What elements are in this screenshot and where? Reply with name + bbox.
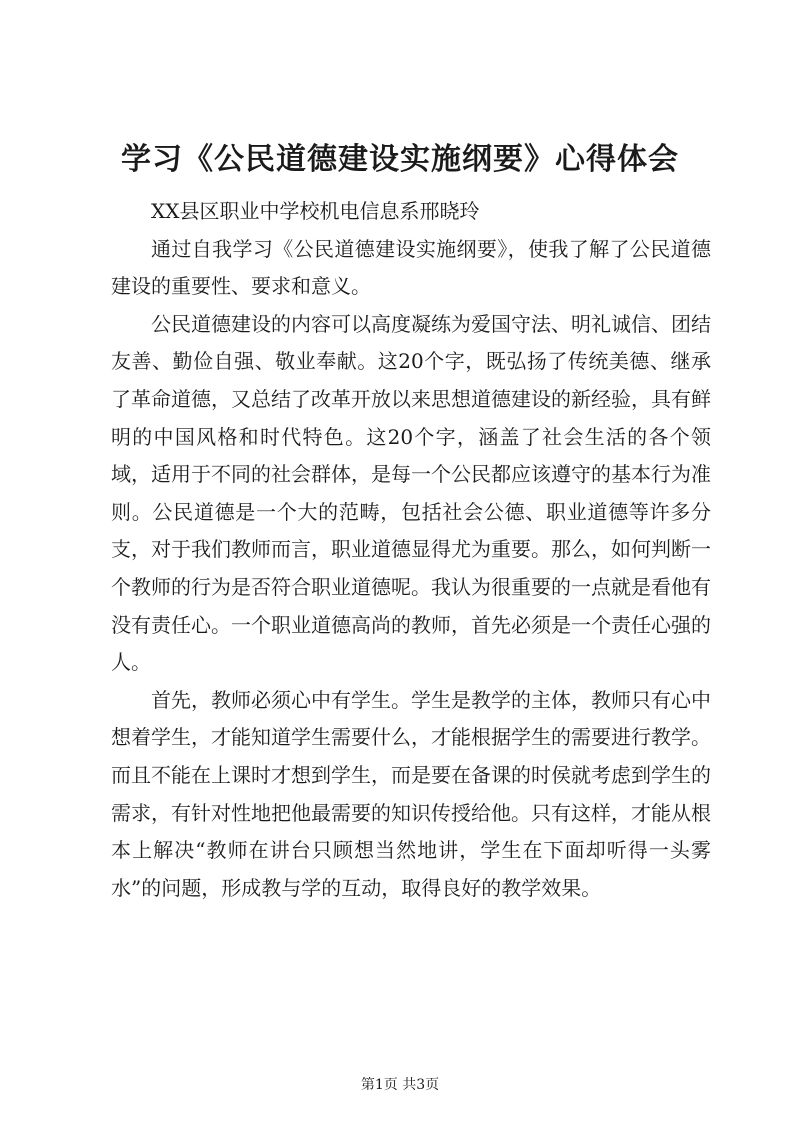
paragraph-3: 首先，教师必须心中有学生。学生是教学的主体，教师只有心中想着学生，才能知道学生需要什么，才能根据学生的需要进行教学。而且不能在上课时才想到学生，而是要在备课的时侯就考虑到学生的需求，有针对性地把他最需要的知识传授给他。只有这样，才能从根本上解决“教师在讲台只顾想当然地讲，学生在下面却听得一头雾水”的问题，形成教与学的互动，取得良好的教学效果。: [111, 687, 711, 900]
paragraph-2: 公民道德建设的内容可以高度凝练为爱国守法、明礼诚信、团结友善、勤俭自强、敬业奉献。这20个字，既弘扬了传统美德、继承了革命道德，又总结了改革开放以来思想道德建设的新经验，具有鲜明的中国风格和时代特色。这20个字，涵盖了社会生活的各个领域，适用于不同的社会群体，是每一个公民都应该遵守的基本行为准则。公民道德是一个大的范畴，包括社会公德、职业道德等许多分支，对于我们教师而言，职业道德显得尤为重要。那么，如何判断一个教师的行为是否符合职业道德呢。我认为很重要的一点就是看他有没有责任心。一个职业道德高尚的教师，首先必须是一个责任心强的人。: [111, 311, 711, 675]
document-title: 学习《公民道德建设实施纲要》心得体会: [121, 142, 679, 177]
page-footer: 第1页 共3页: [360, 1077, 440, 1093]
document-body: [111, 193, 711, 907]
author-line: XX县区职业中学校机电信息系邢晓玲: [151, 199, 480, 223]
paragraph-1: 通过自我学习《公民道德建设实施纲要》，使我了解了公民道德建设的重要性、要求和意义。: [111, 236, 711, 299]
